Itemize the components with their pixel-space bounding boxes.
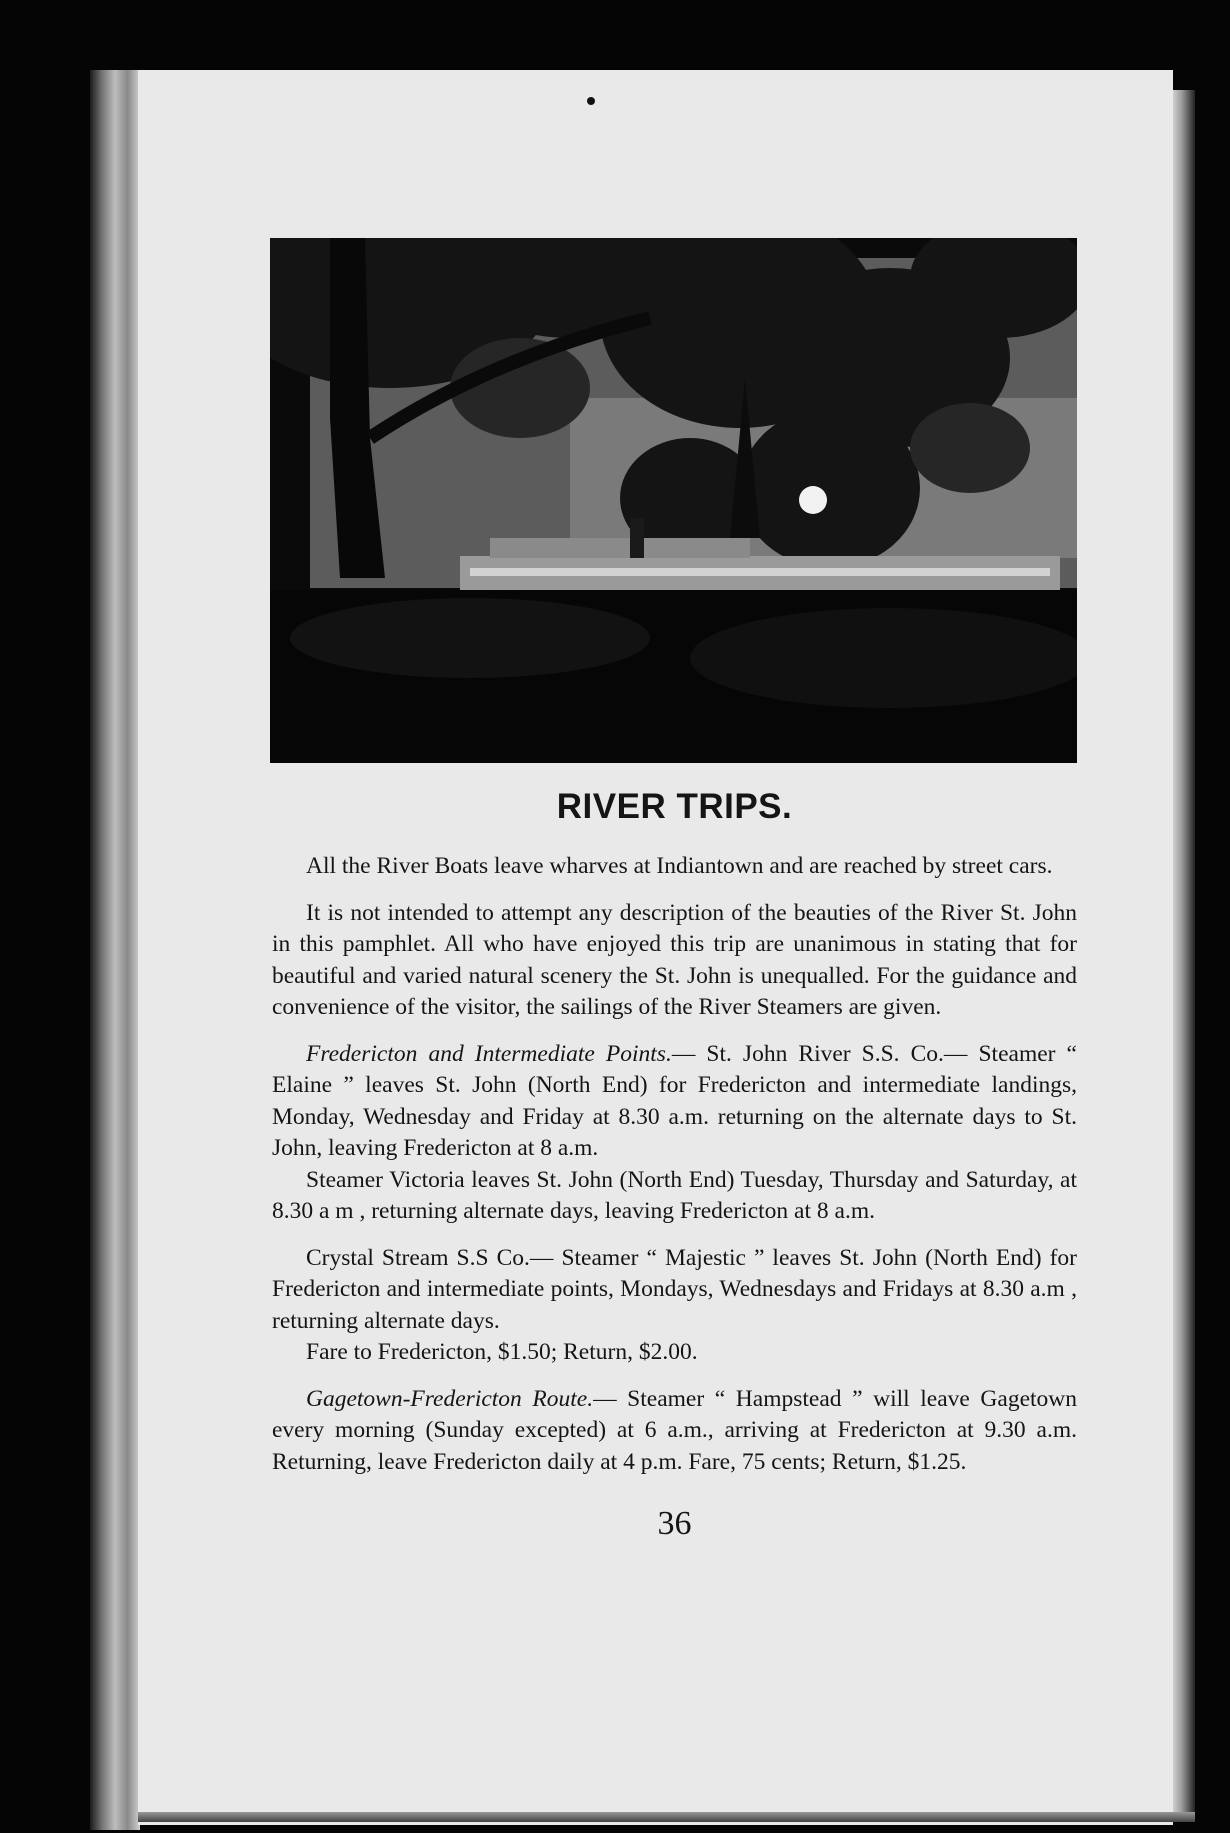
paragraph-boats: All the River Boats leave wharves at Indiantown and are reached by street cars. bbox=[306, 853, 1053, 879]
paragraph-fredericton-route: Fredericton and Intermediate Points.— St. John River S.S. Co.— Steamer “ Elaine ” leaves St. John (North End) for Fredericton and intermediate landings, Monday, Wednesday and Friday at 8.30 a.m. returning on the alternate days to St. John, leaving Fredericton at 8 a.m. bbox=[272, 1040, 1077, 1161]
river-steamer-photo bbox=[270, 238, 1077, 763]
paragraph-fare: Fare to Fredericton, $1.50; Return, $2.00. bbox=[306, 1339, 698, 1365]
page-bottom-edge bbox=[138, 1812, 1195, 1822]
paragraph-victoria: Steamer Victoria leaves St. John (North End) Tuesday, Thursday and Saturday, at 8.30 a m , returning alternate days, leaving Fredericton at 8 a.m. bbox=[272, 1166, 1077, 1224]
paragraph-crystal-stream: Crystal Stream S.S Co.— Steamer “ Majestic ” leaves St. John (North End) for Fredericton and intermediate points, Mondays, Wednesdays and Fridays at 8.30 a.m , returning alternate days. bbox=[272, 1244, 1077, 1334]
book-spine bbox=[90, 70, 140, 1830]
page-title: RIVER TRIPS. bbox=[556, 787, 793, 826]
route-heading: Fredericton and Intermediate Points. bbox=[306, 1040, 672, 1067]
paragraph-description: It is not intended to attempt any description of the beauties of the River St. John in this pamphlet. All who have enjoyed this trip are unanimous in stating that for beautiful and varied natural scenery the St. John is unequalled. For the guidance and convenience of the visitor, the sailings of the River Steamers are given. bbox=[272, 899, 1077, 1020]
page-content bbox=[272, 785, 1077, 1540]
print-mark bbox=[587, 97, 595, 105]
route-heading: Gagetown-Fredericton Route. bbox=[306, 1385, 594, 1412]
paragraph-gagetown-route: Gagetown-Fredericton Route.— Steamer “ Hampstead ” will leave Gagetown every morning (Sunday excepted) at 6 a.m., arriving at Fredericton at 9.30 a.m. Returning, leave Fredericton daily at 4 p.m. Fare, 75 cents; Return, $1.25. bbox=[272, 1385, 1078, 1475]
facing-page-edge bbox=[1173, 90, 1195, 1820]
page-number: 36 bbox=[657, 1505, 692, 1542]
